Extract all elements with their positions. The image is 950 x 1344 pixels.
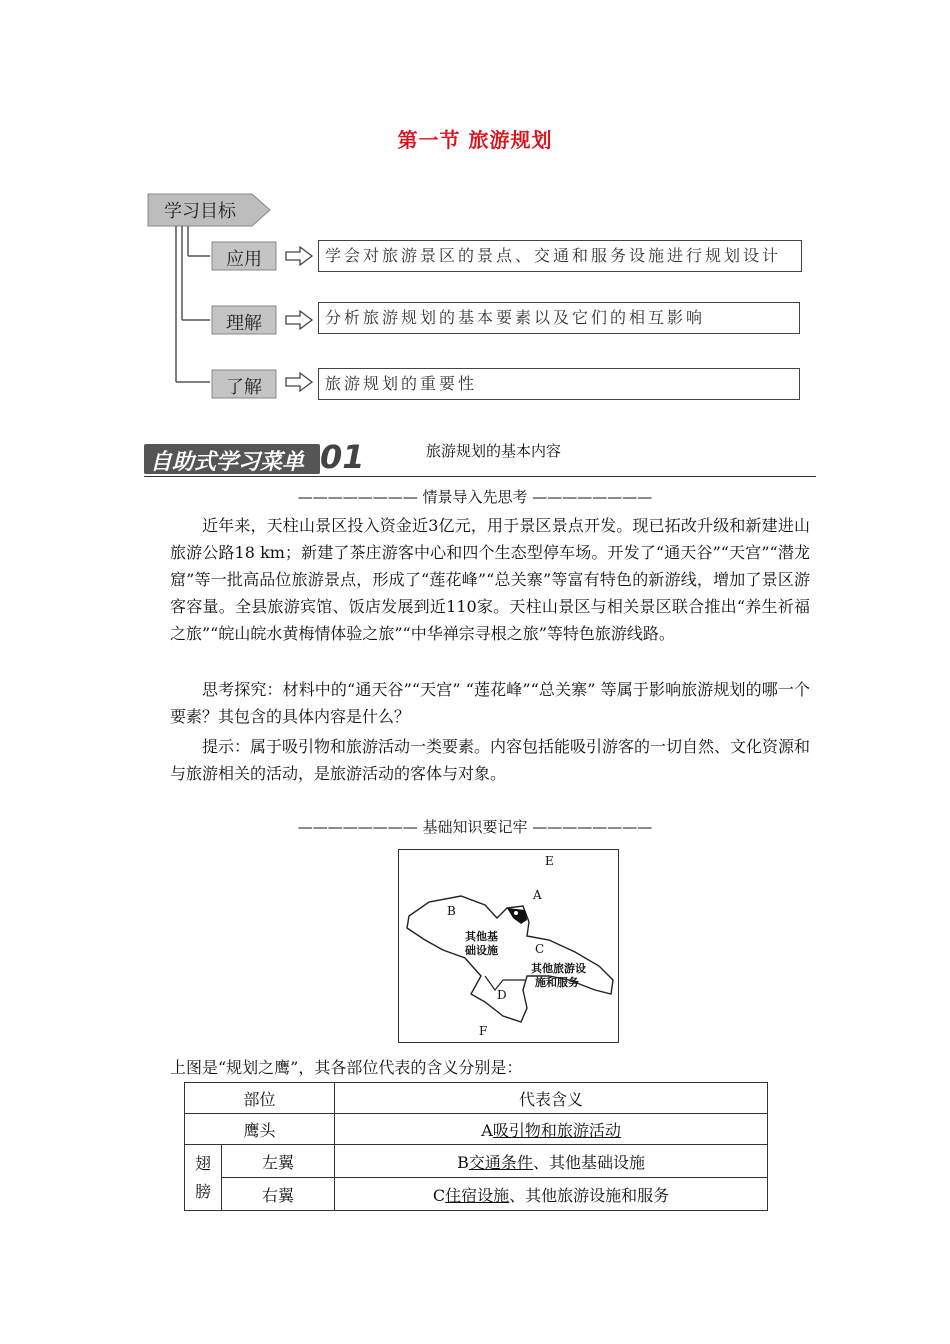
section1-hint: 提示：属于吸引物和旅游活动一类要素。内容包括能吸引游客的一切自然、文化资源和与旅游相关的活动，是旅游活动的客体与对象。 xyxy=(170,737,811,783)
table-header-part: 部位 xyxy=(185,1083,335,1114)
table-cell-left-meaning xyxy=(335,1145,768,1178)
left-prefix: B xyxy=(457,1152,469,1172)
figure-label-f: F xyxy=(479,1024,488,1038)
section1-heading: ———————— 情景导入先思考 ———————— xyxy=(297,488,653,506)
head-fill: 吸引物和旅游活动 xyxy=(492,1120,621,1140)
goal-level-understand: 理解 xyxy=(226,313,262,334)
eagle-eye xyxy=(514,911,518,915)
banner-number: 01 xyxy=(320,438,365,476)
eagle-figure xyxy=(398,849,619,1043)
table-cell-left-wing: 左翼 xyxy=(222,1145,335,1178)
goal-level-know: 了解 xyxy=(226,377,262,398)
section1-intro: 近年来，天柱山景区投入资金近3亿元，用于景区景点开发。现已拓改升级和新建进山旅游公路18 km；新建了茶庄游客中心和四个生态型停车场。开发了“通天谷”“天宫”“潜龙窟”等一批高品位旅游景点，形成了“莲花峰”“总关寨”等富有特色的新游线，增加了景区游客容量。全县旅游宾馆、饭店发展到近110家。天柱山景区与相关景区联合推出“养生祈福之旅”“皖山皖水黄梅情体验之旅”“中华禅宗寻根之旅”等特色旅游线路。 xyxy=(170,516,810,643)
banner-label: 自助式学习菜单 xyxy=(150,450,305,475)
wings-char-2: 膀 xyxy=(194,1181,211,1201)
table-header-meaning: 代表含义 xyxy=(335,1083,768,1114)
figure-body-text-1: 其他基 xyxy=(465,930,498,943)
right-rest: 、其他旅游设施和服务 xyxy=(509,1185,670,1205)
left-rest: 、其他基础设施 xyxy=(532,1152,645,1172)
banner-topic: 旅游规划的基本内容 xyxy=(426,442,562,460)
head-prefix: A xyxy=(481,1120,493,1140)
table-row xyxy=(185,1145,768,1178)
right-prefix: C xyxy=(432,1185,446,1205)
figure-right-text-2: 施和服务 xyxy=(535,976,579,989)
table-cell-wings xyxy=(185,1145,222,1211)
banner-rule xyxy=(144,476,816,477)
left-fill: 交通条件 xyxy=(468,1152,533,1172)
learning-goals xyxy=(140,190,820,410)
figure-caption: 上图是“规划之鹰”，其各部位代表的含义分别是： xyxy=(170,1058,523,1077)
figure-label-e: E xyxy=(545,854,554,868)
figure-label-b: B xyxy=(447,904,456,918)
figure-label-d: D xyxy=(497,988,507,1002)
table-row xyxy=(185,1178,768,1211)
table-row xyxy=(185,1083,768,1114)
figure-right-text-1: 其他旅游设 xyxy=(531,962,586,975)
table-cell-right-wing: 右翼 xyxy=(222,1178,335,1211)
section1-question: 思考探究：材料中的“通天谷”“天宫” “莲花峰”“总关寨” 等属于影响旅游规划的哪一个要素？其包含的具体内容是什么？ xyxy=(170,680,810,726)
page-title: 第一节 旅游规划 xyxy=(397,128,553,152)
table-cell-right-meaning xyxy=(335,1178,768,1211)
figure-body-text-2: 础设施 xyxy=(465,944,498,957)
figure-label-c: C xyxy=(535,942,545,956)
eagle-drawing xyxy=(399,850,617,1041)
right-fill: 住宿设施 xyxy=(445,1185,510,1205)
section-banner xyxy=(144,438,816,478)
goals-header: 学习目标 xyxy=(164,201,236,222)
wings-char-1: 翅 xyxy=(194,1153,211,1173)
goal-text-know: 旅游规划的重要性 xyxy=(318,368,800,400)
goal-text-apply: 学会对旅游景区的景点、交通和服务设施进行规划设计 xyxy=(318,240,802,272)
eagle-meaning-table xyxy=(184,1082,768,1211)
table-row xyxy=(185,1114,768,1145)
goal-text-understand: 分析旅游规划的基本要素以及它们的相互影响 xyxy=(318,302,800,334)
eagle-body-outline xyxy=(407,896,613,1022)
figure-label-a: A xyxy=(533,888,542,902)
goal-level-apply: 应用 xyxy=(226,249,262,270)
table-cell-head: 鹰头 xyxy=(185,1114,335,1145)
table-cell-head-meaning xyxy=(335,1114,768,1145)
section2-heading: ———————— 基础知识要记牢 ———————— xyxy=(297,818,653,836)
